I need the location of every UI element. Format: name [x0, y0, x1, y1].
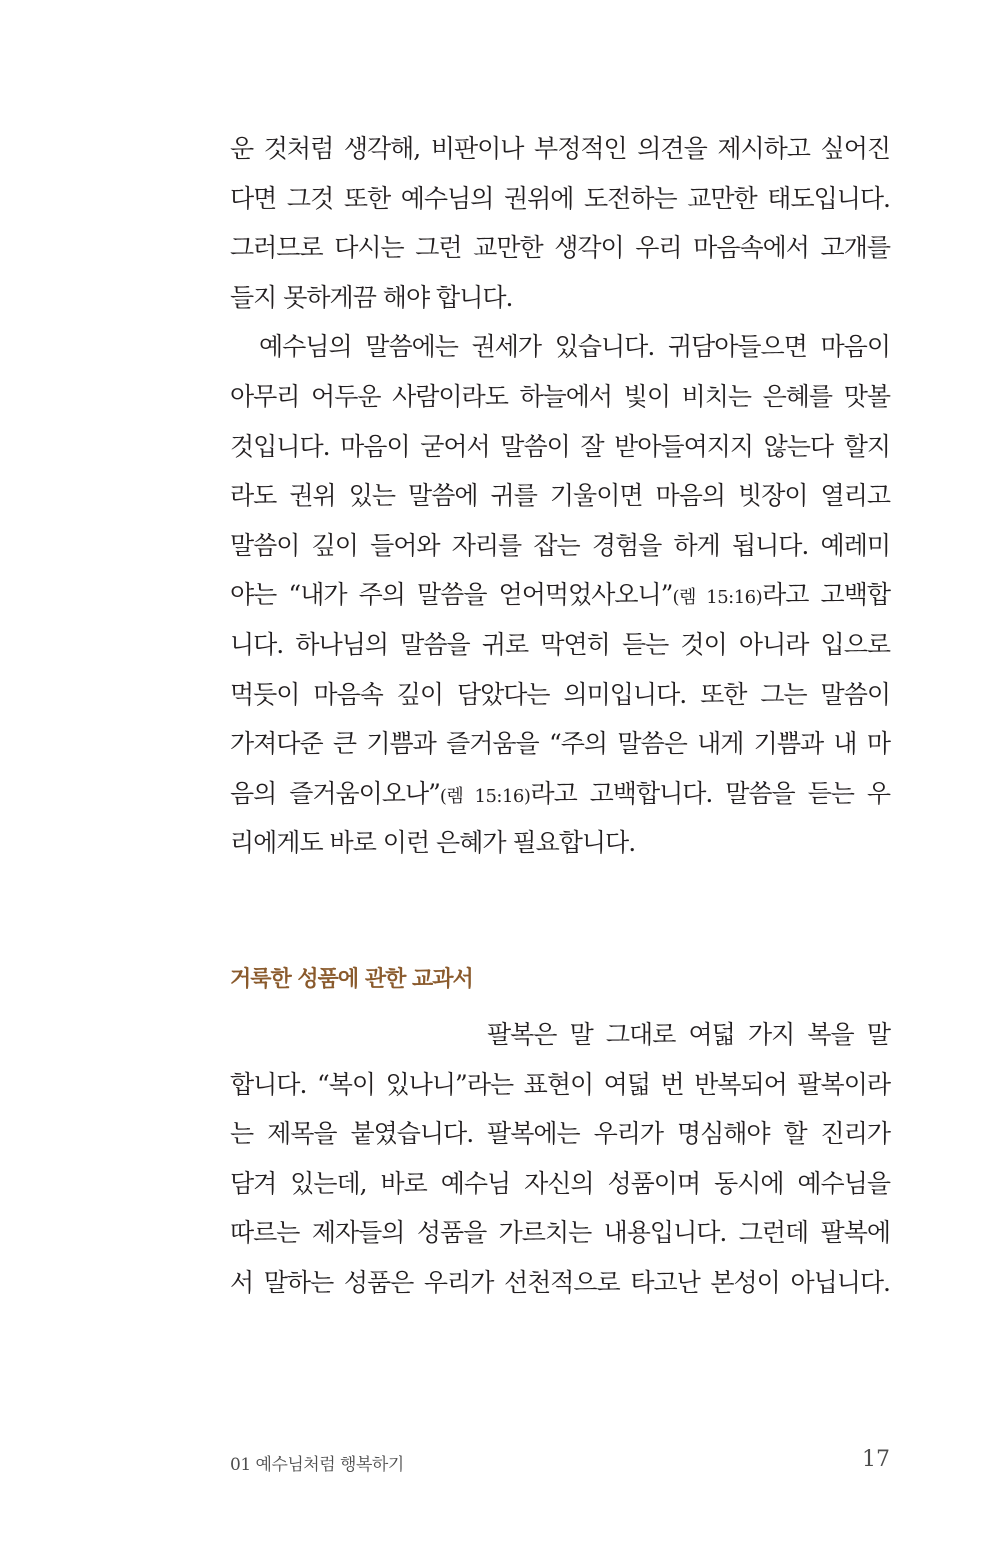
section-heading: 거룩한 성품에 관한 교과서: [230, 967, 473, 992]
text-line: [230, 1208, 890, 1258]
text-line-main: 아무리 어두운 사람이라도 하늘에서 빛이 비치는 은혜를 맛볼: [230, 381, 890, 411]
text-line: [230, 620, 890, 670]
text-line: [230, 1258, 890, 1308]
text-line-main: 야는 “내가 주의 말씀을 얻어먹었사오니”: [230, 580, 673, 610]
text-line-main: 리에게도 바로 이런 은혜가 필요합니다.: [230, 828, 636, 858]
text-line-main: 는 제목을 붙였습니다. 팔복에는 우리가 명심해야 할 진리가: [230, 1119, 890, 1149]
text-line: [230, 124, 890, 174]
text-line-main: 다면 그것 또한 예수님의 권위에 도전하는 교만한 태도입니다.: [230, 183, 890, 213]
text-line-main: 말씀이 깊이 들어와 자리를 잡는 경험을 하게 됩니다. 예레미: [230, 530, 890, 560]
text-line: [230, 1060, 890, 1110]
text-line: [230, 223, 890, 273]
text-line: [230, 719, 890, 769]
text-line: [230, 818, 890, 868]
text-line: [230, 521, 890, 571]
text-line-main: 들지 못하게끔 해야 합니다.: [230, 282, 513, 312]
text-line: [230, 769, 890, 819]
text-line: [230, 322, 890, 372]
body-text-block-1: [230, 124, 890, 868]
text-line-main: 그러므로 다시는 그런 교만한 생각이 우리 마음속에서 고개를: [230, 233, 890, 263]
text-line-main: 먹듯이 마음속 깊이 담았다는 의미입니다. 또한 그는 말씀이: [230, 679, 890, 709]
text-line: [230, 422, 890, 472]
text-line-main: 예수님의 말씀에는 권세가 있습니다. 귀담아들으면 마음이: [259, 332, 890, 362]
text-line: [230, 1010, 890, 1060]
text-line-main: 운 것처럼 생각해, 비판이나 부정적인 의견을 제시하고 싶어진: [230, 134, 890, 163]
text-line-main: 팔복은 말 그대로 여덟 가지 복을 말: [487, 1020, 890, 1049]
text-line-main: 음의 즐거움이오나”: [230, 778, 440, 808]
text-line-main: 담겨 있는데, 바로 예수님 자신의 성품이며 동시에 예수님을: [230, 1168, 890, 1198]
text-line-continuation: 라고 고백합: [762, 580, 891, 610]
bible-citation: (렘 15:16): [439, 785, 531, 807]
text-line: [230, 471, 890, 521]
text-line-continuation: 라고 고백합니다. 말씀을 듣는 우: [530, 778, 891, 808]
text-line-main: 라도 권위 있는 말씀에 귀를 기울이면 마음의 빗장이 열리고: [230, 481, 890, 511]
text-line: [230, 670, 890, 720]
body-text-block-2: [230, 1010, 890, 1308]
text-line: [230, 174, 890, 224]
bible-citation: (렘 15:16): [672, 587, 763, 609]
text-line-main: 합니다. “복이 있나니”라는 표현이 여덟 번 반복되어 팔복이라: [230, 1069, 890, 1099]
text-line-main: 따르는 제자들의 성품을 가르치는 내용입니다. 그런데 팔복에: [230, 1218, 890, 1248]
text-line: [230, 570, 890, 620]
text-line: [230, 1109, 890, 1159]
text-line-main: 니다. 하나님의 말씀을 귀로 막연히 듣는 것이 아니라 입으로: [230, 629, 890, 659]
page-number: 17: [862, 1447, 890, 1472]
text-line-main: 서 말하는 성품은 우리가 선천적으로 타고난 본성이 아닙니다.: [230, 1267, 890, 1297]
text-line: [230, 273, 890, 323]
text-line: [230, 1159, 890, 1209]
text-line: [230, 372, 890, 422]
text-line-main: 것입니다. 마음이 굳어서 말씀이 잘 받아들여지지 않는다 할지: [230, 431, 890, 461]
text-line-main: 가져다준 큰 기쁨과 즐거움을 “주의 말씀은 내게 기쁨과 내 마: [230, 729, 890, 759]
running-footer-chapter: 01 예수님처럼 행복하기: [230, 1455, 404, 1475]
